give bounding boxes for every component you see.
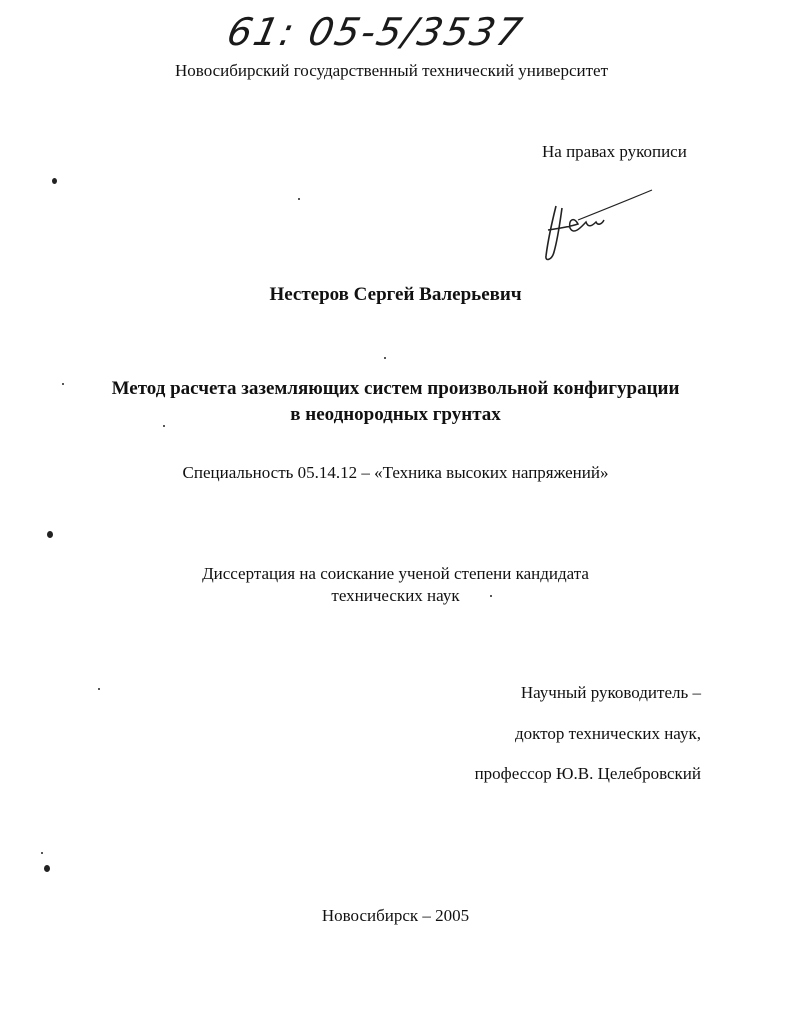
supervisor-role: Научный руководитель – [520, 683, 701, 702]
scan-speck [62, 383, 64, 385]
author-name: Нестеров Сергей Валерьевич [269, 284, 522, 305]
dissertation-line-2: технических наук [331, 586, 460, 605]
dissertation-title [0, 376, 791, 428]
scan-speck [41, 852, 43, 854]
author-signature [538, 186, 658, 266]
specialty: Специальность 05.14.12 – «Техника высоких напряжений» [182, 463, 609, 482]
scan-speck [98, 688, 100, 690]
supervisor-name: профессор Ю.В. Целебровский [474, 764, 701, 783]
supervisor-degree: доктор технических наук, [514, 724, 701, 743]
rights-label: На правах рукописи [542, 142, 687, 161]
title-line-1: Метод расчета заземляющих систем произвольной конфигурации [111, 378, 680, 399]
scan-speck [298, 198, 300, 200]
university-name: Новосибирский государственный технический университет [175, 61, 609, 80]
title-line-2: в неоднородных грунтах [290, 404, 501, 425]
scan-speck [44, 865, 50, 872]
archive-stamp: 61: 05-5/3537 [223, 10, 528, 54]
city-year: Новосибирск – 2005 [321, 906, 470, 925]
scan-speck [384, 357, 386, 359]
scan-speck [490, 595, 492, 597]
scan-speck [163, 425, 165, 427]
scan-speck [52, 178, 57, 184]
dissertation-type [0, 563, 791, 607]
scan-speck [47, 531, 53, 538]
dissertation-line-1: Диссертация на соискание ученой степени кандидата [202, 564, 589, 583]
